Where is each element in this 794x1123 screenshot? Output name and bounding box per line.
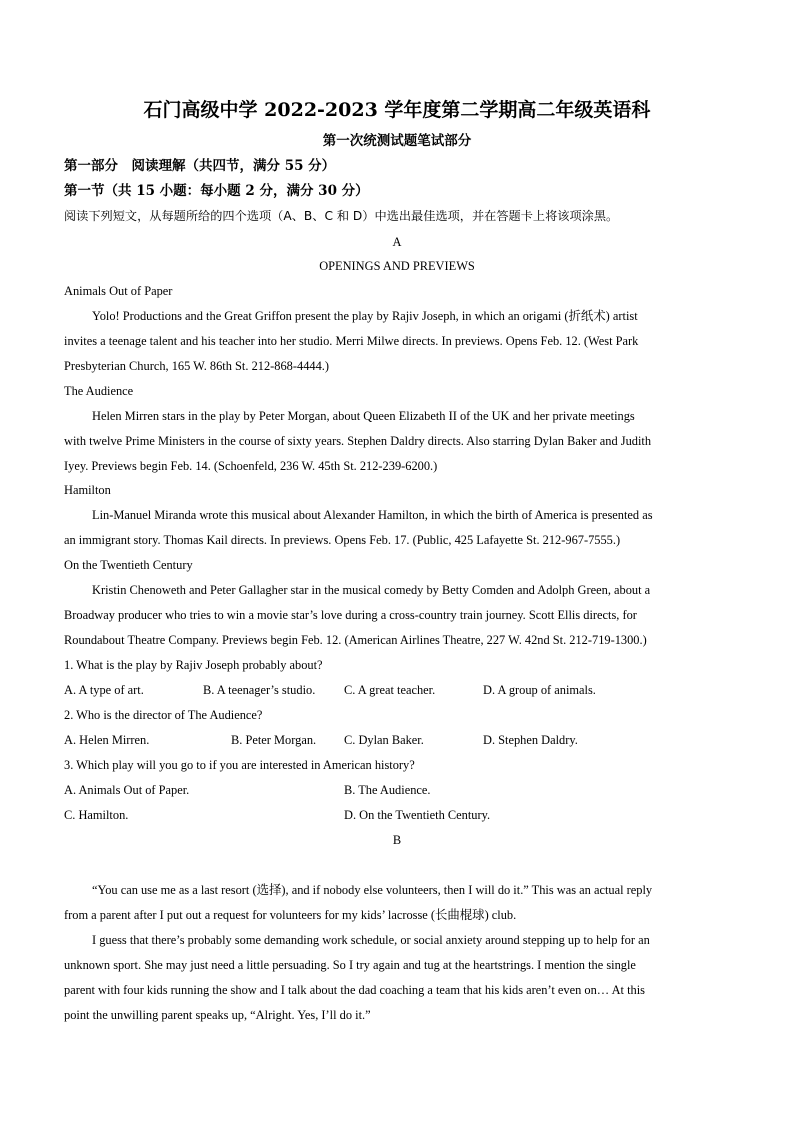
option-d[interactable]: D. On the Twentieth Century. — [344, 808, 491, 822]
page-title: 石门高级中学 2022-2023 学年度第二学期高二年级英语科 — [143, 99, 651, 121]
option-b[interactable]: B. A teenager’s studio. — [203, 683, 316, 697]
item-title: Hamilton — [64, 483, 111, 497]
option-a[interactable]: A. Helen Mirren. — [64, 733, 150, 747]
paragraph-line: point the unwilling parent speaks up, “Alright. Yes, I’ll do it.” — [64, 1008, 371, 1022]
question-stem: 1. What is the play by Rajiv Joseph probably about? — [64, 658, 323, 672]
option-c[interactable]: C. Hamilton. — [64, 808, 129, 822]
item-text-line: Lin-Manuel Miranda wrote this musical about Alexander Hamilton, in which the birth of America is presented as — [92, 508, 653, 522]
paragraph-line: “You can use me as a last resort (选择), and if nobody else volunteers, then I will do it.” This was an actual reply — [92, 883, 653, 897]
question-stem: 2. Who is the director of The Audience? — [64, 708, 263, 722]
item-title: Animals Out of Paper — [64, 284, 173, 298]
passage-letter-a: A — [392, 235, 402, 249]
item-text-line: Presbyterian Church, 165 W. 86th St. 212-868-4444.) — [64, 359, 329, 373]
part-heading: 第一部分 阅读理解（共四节，满分 55 分） — [64, 158, 336, 174]
paragraph-line: unknown sport. She may just need a little persuading. So I try again and tug at the heartstrings. I mention the single — [64, 958, 636, 972]
instruction-text: 阅读下列短文，从每题所给的四个选项（A、B、C 和 D）中选出最佳选项，并在答题卡上将该项涂黑。 — [64, 209, 619, 223]
section-heading: 第一节（共 15 小题：每小题 2 分，满分 30 分） — [64, 183, 369, 199]
item-text-line: Iyey. Previews begin Feb. 14. (Schoenfeld, 236 W. 45th St. 212-239-6200.) — [64, 459, 438, 473]
item-text-line: Helen Mirren stars in the play by Peter Morgan, about Queen Elizabeth II of the UK and her private meetings — [92, 409, 635, 423]
item-text-line: Broadway producer who tries to win a movie star’s love during a cross-country train journey. Scott Ellis directs, for — [64, 608, 637, 622]
item-text-line: Kristin Chenoweth and Peter Gallagher star in the musical comedy by Betty Comden and Adolph Green, about a — [92, 583, 651, 597]
option-a[interactable]: A. Animals Out of Paper. — [64, 783, 190, 797]
passage-a-heading: OPENINGS AND PREVIEWS — [319, 259, 475, 273]
item-text-line: Roundabout Theatre Company. Previews begin Feb. 12. (American Airlines Theatre, 227 W. 42nd St. 212-719-1300.) — [64, 633, 647, 647]
option-a[interactable]: A. A type of art. — [64, 683, 144, 697]
item-text-line: Yolo! Productions and the Great Griffon present the play by Rajiv Joseph, in which an origami (折纸术) artist — [92, 309, 638, 323]
paragraph-line: from a parent after I put out a request for volunteers for my kids’ lacrosse (长曲棍球) club. — [64, 908, 517, 922]
paragraph-line: I guess that there’s probably some demanding work schedule, or social anxiety around stepping up to help for an — [92, 933, 650, 947]
option-d[interactable]: D. A group of animals. — [483, 683, 596, 697]
option-c[interactable]: C. Dylan Baker. — [344, 733, 424, 747]
passage-letter-b: B — [392, 833, 402, 847]
item-title: On the Twentieth Century — [64, 558, 193, 572]
option-b[interactable]: B. The Audience. — [344, 783, 431, 797]
item-title: The Audience — [64, 384, 134, 398]
item-text-line: invites a teenage talent and his teacher into her studio. Merri Milwe directs. In previews. Opens Feb. 12. (West Park — [64, 334, 639, 348]
item-text-line: an immigrant story. Thomas Kail directs. In previews. Opens Feb. 17. (Public, 425 Lafayette St. 212-967-7555.) — [64, 533, 621, 547]
option-d[interactable]: D. Stephen Daldry. — [483, 733, 578, 747]
question-stem: 3. Which play will you go to if you are interested in American history? — [64, 758, 415, 772]
item-text-line: with twelve Prime Ministers in the course of sixty years. Stephen Daldry directs. Also starring Dylan Baker and Judith — [64, 434, 652, 448]
paragraph-line: parent with four kids running the show and I talk about the dad coaching a team that his kids aren’t even on… At this — [64, 983, 645, 997]
page-subtitle: 第一次统测试题笔试部分 — [322, 133, 472, 149]
option-c[interactable]: C. A great teacher. — [344, 683, 436, 697]
option-b[interactable]: B. Peter Morgan. — [231, 733, 317, 747]
